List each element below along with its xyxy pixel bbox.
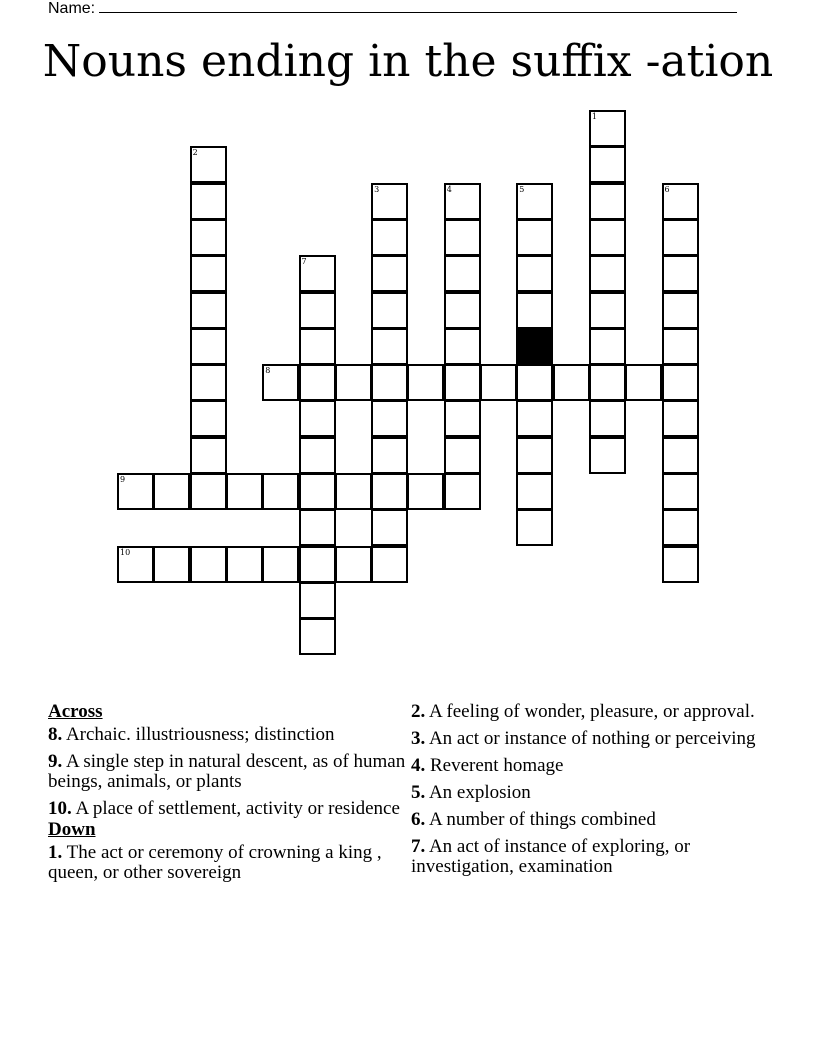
crossword-cell[interactable] [262,546,299,583]
crossword-cell[interactable] [516,364,553,401]
clue-item [411,756,771,776]
clue-item-text: A place of settlement, activity or residence [71,798,400,819]
crossword-cell[interactable] [190,546,227,583]
crossword-cell[interactable] [444,328,481,365]
crossword-cell[interactable] [662,219,699,256]
clue-item-text: An explosion [425,782,531,803]
crossword-cell[interactable] [335,473,372,510]
down-clue-list-left [48,843,408,883]
crossword-cell[interactable] [662,473,699,510]
clue-item [48,752,408,792]
crossword-cell[interactable] [444,400,481,437]
clue-item [48,725,408,745]
crossword-cell[interactable] [190,219,227,256]
down-heading: Down [48,819,96,840]
crossword-cell[interactable] [589,219,626,256]
crossword-cell[interactable] [371,328,408,365]
crossword-cell[interactable] [516,400,553,437]
name-label: Name: [48,0,96,17]
clue-item [48,799,408,819]
clue-item-number: 6. [411,809,426,830]
crossword-cell[interactable] [117,546,154,583]
crossword-cell[interactable] [662,437,699,474]
clue-item-text: A feeling of wonder, pleasure, or approval. [425,701,755,722]
crossword-cell[interactable] [371,400,408,437]
crossword-cell[interactable] [190,364,227,401]
clue-number: 6 [664,184,670,194]
crossword-cell[interactable] [516,437,553,474]
clue-number: 2 [192,148,198,158]
clue-number: 1 [591,112,597,121]
clue-item-text: Archaic. illustriousness; distinction [62,724,335,745]
clue-item [48,843,408,883]
crossword-cell[interactable] [662,183,699,220]
crossword-cell[interactable] [662,509,699,546]
crossword-cell[interactable] [371,509,408,546]
clue-item-number: 4. [411,755,426,776]
crossword-cell[interactable] [662,364,699,401]
down-clue-list-right [411,702,771,877]
crossword-cell[interactable] [589,110,626,147]
crossword-cell[interactable] [299,509,336,546]
crossword-cell[interactable] [371,292,408,329]
clues-left-column [48,702,408,890]
crossword-cell[interactable] [299,582,336,619]
clue-item-number: 3. [411,728,426,749]
crossword-cell[interactable] [553,364,590,401]
crossword-cell[interactable] [117,473,154,510]
clue-item-number: 5. [411,782,426,803]
clues-right-column [411,702,771,884]
clue-item-number: 2. [411,701,426,722]
crossword-cell[interactable] [444,219,481,256]
crossword-cell[interactable] [299,364,336,401]
clue-item [411,702,771,722]
crossword-cell[interactable] [589,183,626,220]
crossword-cell[interactable] [299,328,336,365]
crossword-cell[interactable] [589,364,626,401]
crossword-cell[interactable] [190,473,227,510]
clue-item [411,837,771,877]
clue-item-number: 1. [48,842,63,863]
clue-number: 7 [301,257,307,267]
crossword-cell[interactable] [444,437,481,474]
crossword-cell[interactable] [516,509,553,546]
crossword-cell[interactable] [371,219,408,256]
crossword-cell[interactable] [516,473,553,510]
clue-item-text: A single step in natural descent, as of human beings, animals, or plants [48,751,406,792]
crossword-cell[interactable] [226,473,263,510]
crossword-cell[interactable] [589,255,626,292]
page-title: Nouns ending in the suffix -ation [42,36,774,87]
crossword-cell[interactable] [444,473,481,510]
crossword-cell[interactable] [371,546,408,583]
crossword-cell[interactable] [480,364,517,401]
crossword-cell[interactable] [299,473,336,510]
clue-item-number: 8. [48,724,63,745]
crossword-cell[interactable] [190,437,227,474]
crossword-cell[interactable] [190,400,227,437]
clue-number: 5 [519,184,525,194]
crossword-cell[interactable] [335,546,372,583]
across-clue-list [48,725,408,819]
crossword-cell[interactable] [262,364,299,401]
clue-number: 10 [120,547,131,557]
crossword-cell[interactable] [444,292,481,329]
crossword-cell[interactable] [153,546,190,583]
clue-item-text: An act or instance of nothing or perceiving [425,728,756,749]
crossword-cell[interactable] [444,255,481,292]
crossword-cell[interactable] [589,292,626,329]
crossword-cell[interactable] [589,400,626,437]
clue-item-text: An act of instance of exploring, or investigation, examination [411,836,691,877]
crossword-cell[interactable] [516,183,553,220]
crossword-cell[interactable] [335,364,372,401]
crossword-cell[interactable] [262,473,299,510]
crossword-cell[interactable] [662,328,699,365]
crossword-cell[interactable] [589,437,626,474]
clue-item [411,783,771,803]
crossword-cell[interactable] [299,292,336,329]
crossword-cell[interactable] [371,437,408,474]
blocked-square [516,328,553,365]
crossword-cell[interactable] [371,364,408,401]
clue-item-number: 10. [48,798,72,819]
clue-number: 4 [446,184,452,194]
across-heading: Across [48,701,103,722]
clue-item-number: 9. [48,751,63,772]
clue-item-text: Reverent homage [425,755,564,776]
crossword-cell[interactable] [190,146,227,183]
crossword-cell[interactable] [516,219,553,256]
crossword-cell[interactable] [625,364,662,401]
crossword-cell[interactable] [299,437,336,474]
crossword-cell[interactable] [444,183,481,220]
crossword-cell[interactable] [190,328,227,365]
crossword-cell[interactable] [299,618,336,655]
crossword-cell[interactable] [371,255,408,292]
crossword-cell[interactable] [299,255,336,292]
crossword-cell[interactable] [662,255,699,292]
crossword-cell[interactable] [371,183,408,220]
crossword-cell[interactable] [662,400,699,437]
clue-item [411,729,771,749]
clue-item [411,810,771,830]
crossword-cell[interactable] [190,183,227,220]
crossword-cell[interactable] [407,473,444,510]
clue-number: 9 [120,475,126,484]
crossword-cell[interactable] [226,546,263,583]
clue-item-text: The act or ceremony of crowning a king , queen, or other sovereign [48,842,382,883]
crossword-cell[interactable] [190,255,227,292]
crossword-cell[interactable] [444,364,481,401]
crossword-cell[interactable] [371,473,408,510]
crossword-cell[interactable] [407,364,444,401]
crossword-cell[interactable] [516,292,553,329]
crossword-cell[interactable] [589,146,626,183]
crossword-cell[interactable] [153,473,190,510]
clue-item-text: A number of things combined [425,809,656,830]
crossword-cell[interactable] [190,292,227,329]
crossword-cell[interactable] [589,328,626,365]
crossword-cell[interactable] [662,292,699,329]
clue-item-number: 7. [411,836,426,857]
crossword-cell[interactable] [662,546,699,583]
crossword-cell[interactable] [516,255,553,292]
clue-number: 3 [374,184,380,194]
clue-number: 8 [265,366,271,376]
crossword-cell[interactable] [299,400,336,437]
crossword-cell[interactable] [299,546,336,583]
